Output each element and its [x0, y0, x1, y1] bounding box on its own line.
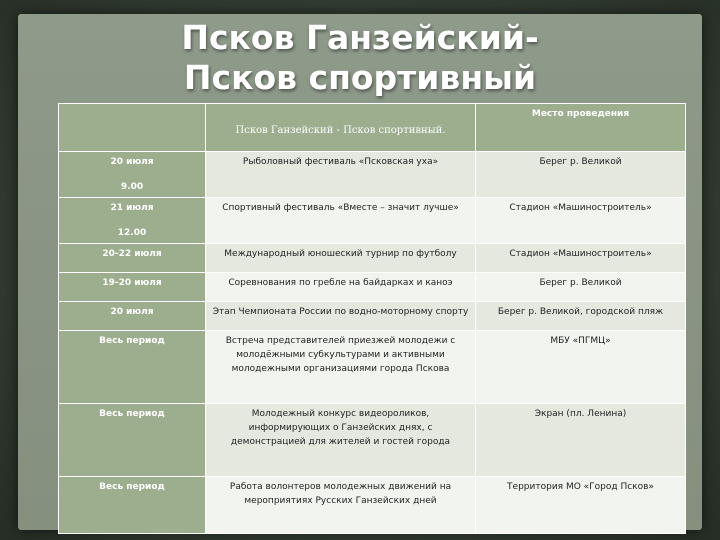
date-text: 21 июля [110, 203, 154, 213]
title-line-1: Псков Ганзейский- [181, 18, 539, 57]
table-row [59, 404, 686, 477]
date-cell [59, 198, 206, 244]
date-cell: 19-20 июля [59, 273, 206, 302]
venue-cell: Берег р. Великой, городской пляж [476, 302, 686, 331]
venue-cell: Стадион «Машиностроитель» [476, 198, 686, 244]
header-cell-venue: Место проведения [476, 104, 686, 152]
header-cell-event: Псков Ганзейский - Псков спортивный. [206, 104, 476, 152]
table-row [59, 273, 686, 302]
table-row [59, 331, 686, 404]
header-cell-date [59, 104, 206, 152]
event-cell: Молодежный конкурс видеороликов, информирующих о Ганзейских днях, с демонстрацией для жителей и гостей города [206, 404, 476, 477]
venue-cell: Берег р. Великой [476, 152, 686, 198]
date-cell: Весь период [59, 477, 206, 534]
venue-cell: Территория МО «Город Псков» [476, 477, 686, 534]
event-cell: Работа волонтеров молодежных движений на мероприятиях Русских Ганзейских дней [206, 477, 476, 534]
date-text: 20 июля [110, 157, 154, 167]
date-cell [59, 152, 206, 198]
table-header-row [59, 104, 686, 152]
date-cell: Весь период [59, 404, 206, 477]
slide-title [0, 18, 720, 98]
event-cell: Международный юношеский турнир по футболу [206, 244, 476, 273]
date-cell: 20 июля [59, 302, 206, 331]
event-cell: Этап Чемпионата России по водно-моторному спорту [206, 302, 476, 331]
table-row [59, 198, 686, 244]
event-cell: Встреча представителей приезжей молодежи с молодёжными субкультурами и активными молодежными организациями города Пскова [206, 331, 476, 404]
table-row [59, 302, 686, 331]
event-cell: Соревнования по гребле на байдарках и каноэ [206, 273, 476, 302]
venue-cell: Стадион «Машиностроитель» [476, 244, 686, 273]
venue-cell: Экран (пл. Ленина) [476, 404, 686, 477]
time-text: 9.00 [120, 182, 144, 192]
venue-cell: Берег р. Великой [476, 273, 686, 302]
time-text: 12.00 [117, 228, 147, 238]
date-cell: 20-22 июля [59, 244, 206, 273]
table-row [59, 152, 686, 198]
title-line-2: Псков спортивный [183, 58, 537, 97]
table-row [59, 477, 686, 534]
venue-cell: МБУ «ПГМЦ» [476, 331, 686, 404]
event-cell: Спортивный фестиваль «Вместе – значит лучше» [206, 198, 476, 244]
table-row [59, 244, 686, 273]
event-cell: Рыболовный фестиваль «Псковская уха» [206, 152, 476, 198]
date-cell: Весь период [59, 331, 206, 404]
events-table [58, 103, 686, 534]
